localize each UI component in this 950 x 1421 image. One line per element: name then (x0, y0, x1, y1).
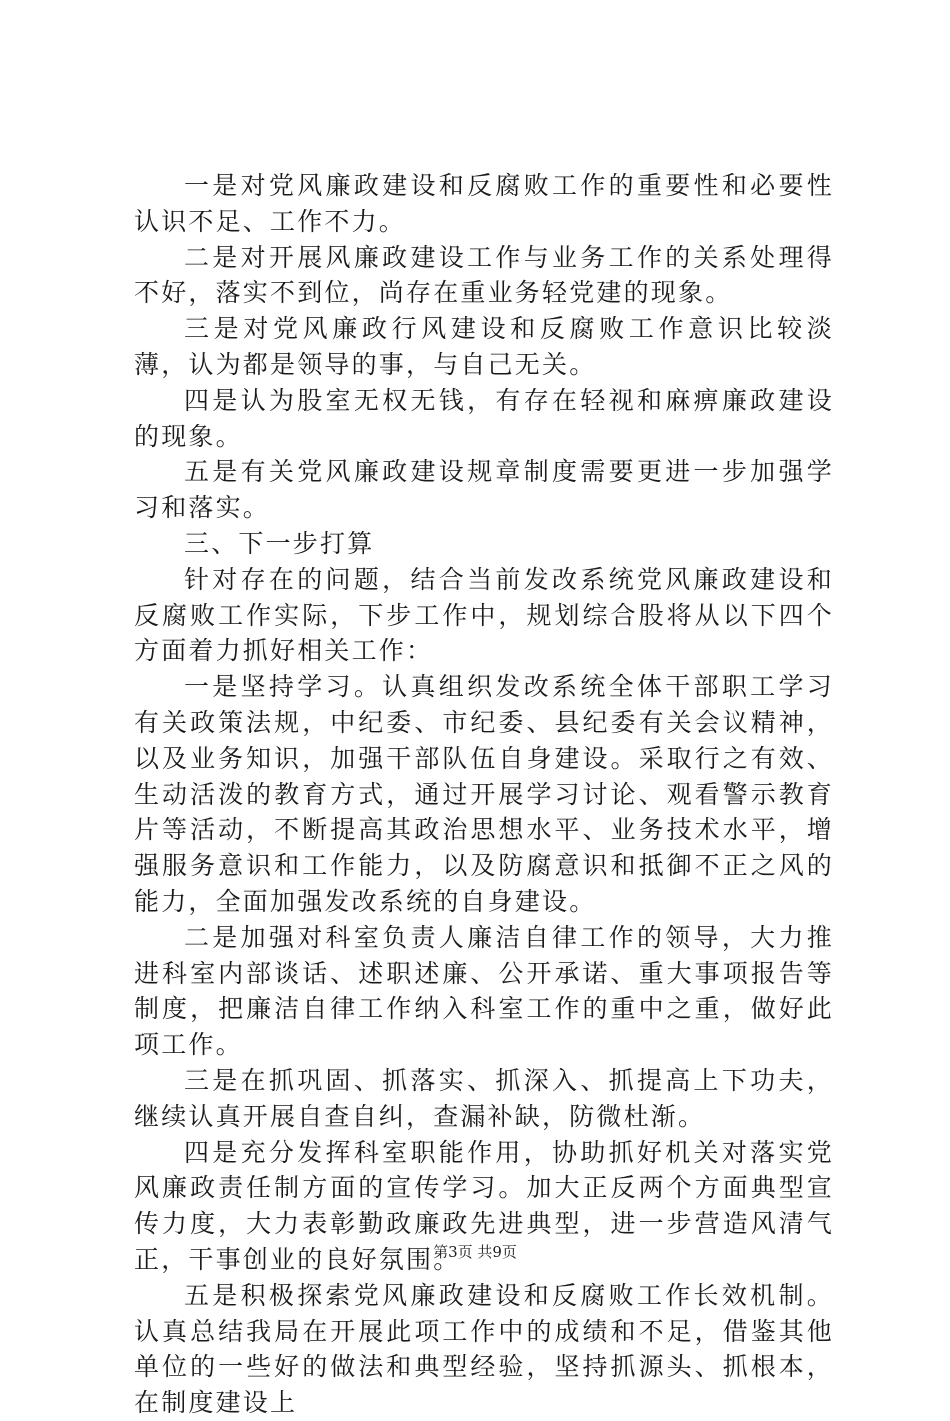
document-body (134, 168, 834, 1421)
section-heading: 三、下一步打算 (184, 528, 375, 558)
page-footer: 第3页 共9页 (433, 1243, 517, 1261)
paragraph-2: 二是对开展风廉政建设工作与业务工作的关系处理得不好，落实不到位，尚存在重业务轻党建的现象。 (134, 242, 834, 308)
paragraph-plan-2: 二是加强对科室负责人廉洁自律工作的领导，大力推进科室内部谈话、述职述廉、公开承诺、重大事项报告等制度，把廉洁自律工作纳入科室工作的重中之重，做好此项工作。 (134, 922, 834, 1060)
paragraph-3: 三是对党风廉政行风建设和反腐败工作意识比较淡薄，认为都是领导的事，与自己无关。 (134, 314, 834, 379)
paragraph-5: 五是有关党风廉政建设规章制度需要更进一步加强学习和落实。 (134, 457, 834, 523)
paragraph-4: 四是认为股室无权无钱，有存在轻视和麻痹廉政建设的现象。 (134, 385, 834, 451)
paragraph-1: 一是对党风廉政建设和反腐败工作的重要性和必要性认识不足、工作不力。 (134, 171, 834, 236)
paragraph-plan-1: 一是坚持学习。认真组织发改系统全体干部职工学习有关政策法规，中纪委、市纪委、县纪委有关会议精神，以及业务知识，加强干部队伍自身建设。采取行之有效、生动活泼的教育方式，通过开展学习讨论、观看警示教育片等活动，不断提高其政治思想水平、业务技术水平，增强服务意识和工作能力，以及防腐意识和抵御不正之风的能力，全面加强发改系统的自身建设。 (134, 672, 834, 916)
paragraph-plan-4: 四是充分发挥科室职能作用，协助抓好机关对落实党风廉政责任制方面的宣传学习。加大正反两个方面典型宣传力度，大力表彰勤政廉政先进典型，进一步营造风清气正，干事创业的良好氛围。 (134, 1137, 834, 1274)
paragraph-intro: 针对存在的问题，结合当前发改系统党风廉政建设和反腐败工作实际，下步工作中，规划综合股将从以下四个方面着力抓好相关工作： (134, 564, 834, 666)
paragraph-plan-3: 三是在抓巩固、抓落实、抓深入、抓提高上下功夫，继续认真开展自查自纠，查漏补缺，防微杜渐。 (134, 1065, 834, 1131)
paragraph-plan-5: 五是积极探索党风廉政建设和反腐败工作长效机制。认真总结我局在开展此项工作中的成绩和不足，借鉴其他单位的一些好的做法和典型经验，坚持抓源头、抓根本，在制度建设上 (134, 1280, 834, 1418)
